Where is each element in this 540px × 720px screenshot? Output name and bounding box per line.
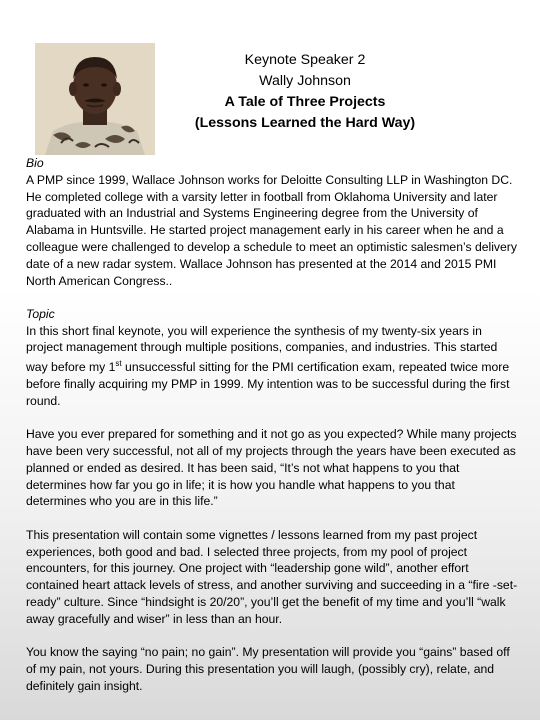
talk-title: A Tale of Three Projects xyxy=(224,94,386,110)
topic-p1-end: unsuccessful sitting for the PMI certification exam, repeated twice more before finally acquiring my PMP in 1999. My intention was to be successful during the first round. xyxy=(26,360,510,408)
topic-paragraph-4: You know the saying “no pain; no gain”. My presentation will provide you “gains” based off of my pain, not yours. During this presentation you will laugh, (possibly cry), relate, and definitely gain insight. xyxy=(26,644,510,693)
keynote-label: Keynote Speaker 2 xyxy=(244,52,366,68)
talk-subtitle: (Lessons Learned the Hard Way) xyxy=(194,115,416,131)
bio-label: Bio xyxy=(26,156,44,170)
topic-label: Topic xyxy=(26,306,55,321)
speaker-photo xyxy=(35,43,155,155)
document-body xyxy=(26,155,518,694)
topic-paragraph-2: Have you ever prepared for something and it not go as you expected? While many projects have been very successful, not all of my projects through the years have been executed as planned or ended as desired. It has been said, “It’s not what happens to you that determines how far you go in life; it is how you handle what happens to you that determines who you are in this life.” xyxy=(26,427,517,509)
speaker-header xyxy=(170,50,440,134)
bio-paragraph: A PMP since 1999, Wallace Johnson works for Deloitte Consulting LLP in Washington DC. He completed college with a varsity letter in football from Oklahoma University and later graduated with an Industrial and Systems Engineering degree from the University of Alabama in Huntsville. He started project management early in his career when he and a colleague were challenged to develop a schedule to meet an optimistic salesmen’s delivery date of a new radar system. Wallace Johnson has presented at the 2014 and 2015 PMI North American Congress.. xyxy=(26,172,517,288)
topic-p1-superscript: st xyxy=(115,359,122,369)
topic-paragraph-1 xyxy=(26,323,518,410)
topic-paragraph-3: This presentation will contain some vignettes / lessons learned from my past project experiences, both good and bad. I selected three projects, from my pool of project encounters, for this journey. One project with “leadership gone wild”, another effort contained heart attack levels of stress, and another surviving and succeeding in a “fire -set-ready” culture. Since “hindsight is 20/20”, you’ll get the benefit of my time and you’ll “walk away gracefully and wiser” in less than an hour. xyxy=(26,527,518,626)
topic-p1-start: In this short final keynote, you will experience the synthesis of my twenty-six years in project management through multiple positions, companies, and industries. This started way before my 1 xyxy=(26,323,498,375)
speaker-name: Wally Johnson xyxy=(259,73,351,89)
